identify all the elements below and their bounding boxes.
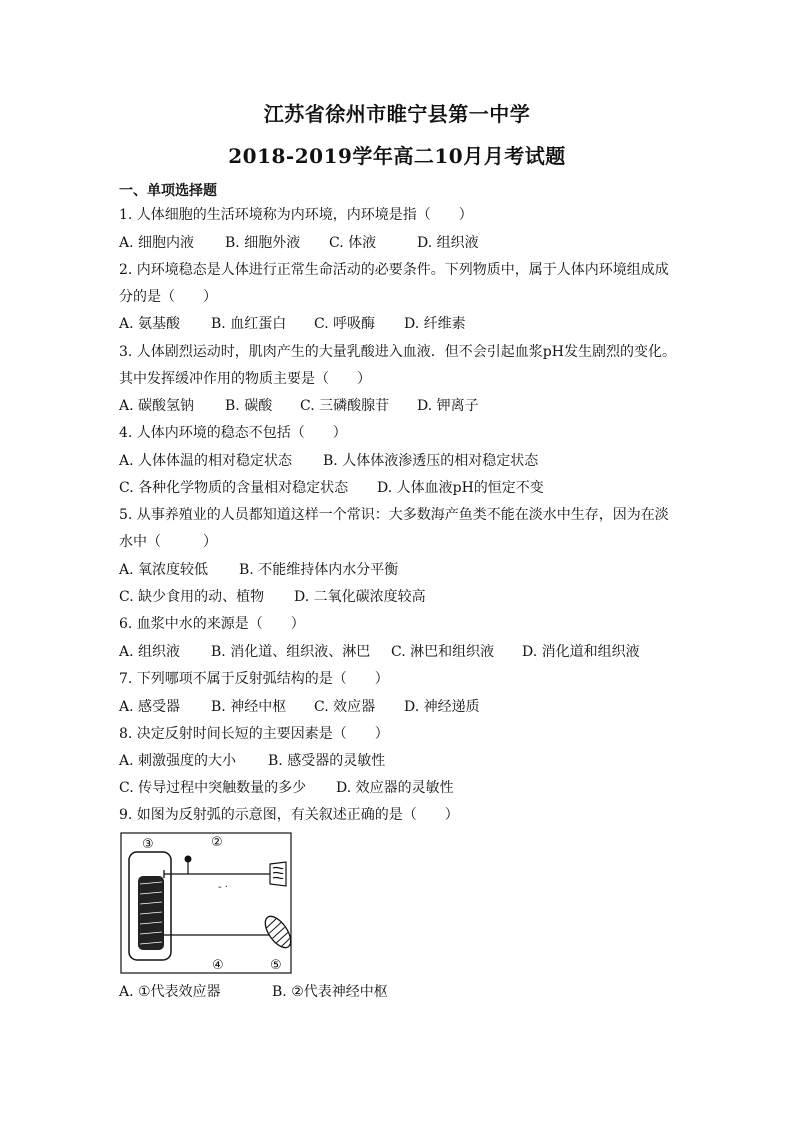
question-5-option-a: A. 氧浓度较低 — [119, 562, 209, 578]
question-6-option-d: D. 消化道和组织液 — [522, 644, 640, 660]
question-4-option-c: C. 各种化学物质的含量相对稳定状态 — [119, 480, 349, 496]
question-4-option-a: A. 人体体温的相对稳定状态 — [119, 453, 293, 469]
diagram-label-2: ② — [211, 835, 223, 850]
question-5-option-d: D. 二氧化碳浓度较高 — [294, 589, 426, 605]
question-6-option-a: A. 组织液 — [119, 644, 181, 660]
question-1-option-c: C. 体液 — [329, 235, 377, 251]
question-8-stem: 8. 决定反射时间长短的主要因素是（ ） — [119, 726, 389, 742]
svg-text:- ·: - · — [218, 882, 228, 893]
question-6-option-b: B. 消化道、组织液、淋巴 — [211, 644, 371, 660]
question-8-option-d: D. 效应器的灵敏性 — [336, 780, 454, 796]
question-4-stem: 4. 人体内环境的稳态不包括（ ） — [119, 425, 347, 441]
question-9-option-b: B. ②代表神经中枢 — [272, 984, 388, 1000]
question-2-stem: 分的是（ ） — [119, 289, 217, 305]
question-5-stem: 水中（ ） — [119, 534, 217, 550]
reflex-arc-diagram — [120, 832, 292, 974]
question-5-option-c: C. 缺少食用的动、植物 — [119, 589, 265, 605]
question-3-option-a: A. 碳酸氢钠 — [119, 398, 195, 414]
question-6-stem: 6. 血浆中水的来源是（ ） — [119, 616, 305, 632]
page-title-line2: 2018-2019学年高二10月月考试题 — [228, 144, 566, 168]
diagram-label-5: ⑤ — [270, 958, 282, 973]
question-3-stem: 其中发挥缓冲作用的物质主要是（ ） — [119, 371, 371, 387]
question-8-option-c: C. 传导过程中突触数量的多少 — [119, 780, 307, 796]
question-9-option-a: A. ①代表效应器 — [119, 984, 221, 1000]
question-3-stem: 3. 人体剧烈运动时，肌肉产生的大量乳酸进入血液．但不会引起血浆pH发生剧烈的变化。 — [119, 344, 676, 360]
question-6-option-c: C. 淋巴和组织液 — [391, 644, 495, 660]
question-7-option-b: B. 神经中枢 — [211, 699, 287, 715]
question-3-option-d: D. 钾离子 — [417, 398, 479, 414]
question-9-stem: 9. 如图为反射弧的示意图，有关叙述正确的是（ ） — [119, 807, 459, 823]
question-3-option-c: C. 三磷酸腺苷 — [300, 398, 390, 414]
question-5-option-b: B. 不能维持体内水分平衡 — [239, 562, 399, 578]
question-7-option-d: D. 神经递质 — [404, 699, 480, 715]
question-8-option-b: B. 感受器的灵敏性 — [268, 753, 386, 769]
question-1-option-d: D. 组织液 — [417, 235, 479, 251]
question-8-option-a: A. 刺激强度的大小 — [119, 753, 237, 769]
question-2-option-c: C. 呼吸酶 — [314, 316, 376, 332]
question-5-stem: 5. 从事养殖业的人员都知道这样一个常识：大多数海产鱼类不能在淡水中生存，因为在淡 — [119, 507, 669, 523]
question-4-option-d: D. 人体血液pH的恒定不变 — [377, 480, 544, 496]
question-2-option-a: A. 氨基酸 — [119, 316, 181, 332]
question-1-stem: 1. 人体细胞的生活环境称为内环境，内环境是指（ ） — [119, 207, 473, 223]
question-3-option-b: B. 碳酸 — [225, 398, 273, 414]
question-2-option-b: B. 血红蛋白 — [211, 316, 287, 332]
question-2-option-d: D. 纤维素 — [404, 316, 466, 332]
question-2-stem: 2. 内环境稳态是人体进行正常生命活动的必要条件。下列物质中，属于人体内环境组成成 — [119, 262, 669, 278]
diagram-label-3: ③ — [142, 837, 154, 852]
question-1-option-b: B. 细胞外液 — [225, 235, 301, 251]
question-7-option-a: A. 感受器 — [119, 699, 181, 715]
question-7-option-c: C. 效应器 — [314, 699, 376, 715]
question-4-option-b: B. 人体体液渗透压的相对稳定状态 — [323, 453, 539, 469]
section-title: 一、单项选择题 — [119, 183, 217, 199]
page-title-line1: 江苏省徐州市睢宁县第一中学 — [263, 102, 531, 126]
diagram-label-4: ④ — [212, 958, 224, 973]
question-1-option-a: A. 细胞内液 — [119, 235, 195, 251]
question-7-stem: 7. 下列哪项不属于反射弧结构的是（ ） — [119, 671, 389, 687]
